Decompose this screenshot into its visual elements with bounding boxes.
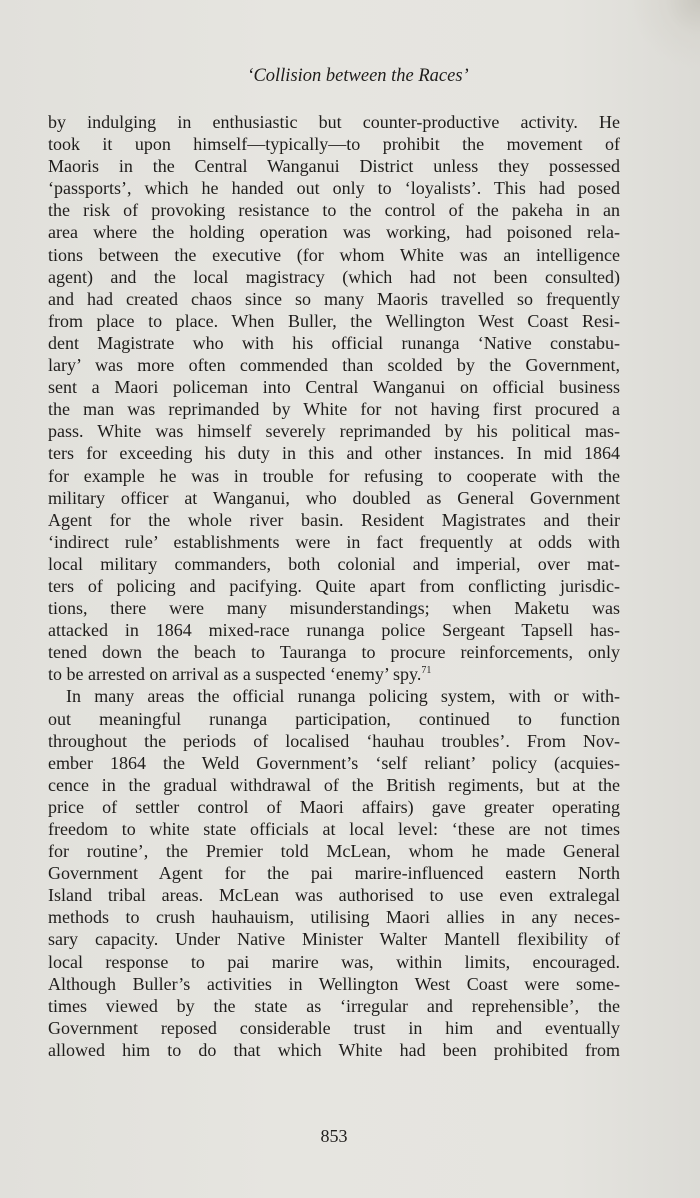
text-line: ‘indirect rule’ establishments were in fact frequently at odds with xyxy=(48,531,620,552)
text-line: from place to place. When Buller, the Wellington West Coast Resi- xyxy=(48,310,620,331)
footnote-reference[interactable]: 71 xyxy=(421,665,432,677)
text-line: tions between the executive (for whom White was an intelligence xyxy=(48,244,620,265)
text-line: attacked in 1864 mixed-race runanga police Sergeant Tapsell has- xyxy=(48,620,620,641)
text-line: Island tribal areas. McLean was authorised to use even extralegal xyxy=(48,885,620,906)
text-line: price of settler control of Maori affairs) gave greater operating xyxy=(48,796,620,817)
text-line: pass. White was himself severely reprimanded by his political mas- xyxy=(48,421,620,442)
text-line: lary’ was more often commended than scolded by the Government, xyxy=(48,355,620,376)
text-line: tions, there were many misunderstandings; when Maketu was xyxy=(48,598,620,619)
paragraph-1 xyxy=(48,111,620,685)
text-line: times viewed by the state as ‘irregular and reprehensible’, the xyxy=(48,995,620,1016)
text-line: local military commanders, both colonial and imperial, over mat- xyxy=(48,553,620,574)
text-line: methods to crush hauhauism, utilising Maori allies in any neces- xyxy=(48,907,620,928)
text-line: and had created chaos since so many Maoris travelled so frequently xyxy=(48,288,620,309)
text-line: sent a Maori policeman into Central Wanganui on official business xyxy=(48,377,620,398)
text-line: Agent for the whole river basin. Resident Magistrates and their xyxy=(48,509,620,530)
text-line: throughout the periods of localised ‘hauhau troubles’. From Nov- xyxy=(48,730,620,751)
text-line: Although Buller’s activities in Wellington West Coast were some- xyxy=(48,973,620,994)
text-line: Maoris in the Central Wanganui District unless they possessed xyxy=(48,156,620,177)
text-line-final xyxy=(48,663,620,685)
text-line: by indulging in enthusiastic but counter-productive activity. He xyxy=(48,112,620,132)
text-line: military officer at Wanganui, who doubled as General Government xyxy=(48,487,620,508)
text-line: out meaningful runanga participation, continued to function xyxy=(48,708,620,729)
text-line-content: to be arrested on arrival as a suspected ‘enemy’ spy. xyxy=(48,664,422,685)
text-line: took it upon himself—typically—to prohibit the movement of xyxy=(48,134,620,155)
text-line: area where the holding operation was working, had poisoned rela- xyxy=(48,222,620,243)
text-line: for example he was in trouble for refusing to cooperate with the xyxy=(48,465,620,486)
text-line: dent Magistrate who with his official runanga ‘Native constabu- xyxy=(48,332,620,353)
page-number: 853 xyxy=(320,1126,348,1146)
text-line: agent) and the local magistracy (which had not been consulted) xyxy=(48,266,620,287)
text-line: ember 1864 the Weld Government’s ‘self reliant’ policy (acquies- xyxy=(48,752,620,773)
text-line: ‘passports’, which he handed out only to ‘loyalists’. This had posed xyxy=(48,178,620,199)
text-line: sary capacity. Under Native Minister Walter Mantell flexibility of xyxy=(48,929,620,950)
text-line: the risk of provoking resistance to the control of the pakeha in an xyxy=(48,200,620,221)
text-line: ters for exceeding his duty in this and other instances. In mid 1864 xyxy=(48,443,620,464)
body-text xyxy=(48,111,620,1061)
running-head: ‘Collision between the Races’ xyxy=(247,66,469,86)
page-corner-shadow xyxy=(630,0,700,70)
text-line: cence in the gradual withdrawal of the British regiments, but at the xyxy=(48,774,620,795)
text-line: the man was reprimanded by White for not having first procured a xyxy=(48,399,620,420)
text-line: tened down the beach to Tauranga to procure reinforcements, only xyxy=(48,642,620,663)
text-line: In many areas the official runanga policing system, with or with- xyxy=(66,686,620,707)
text-line: allowed him to do that which White had been prohibited from xyxy=(48,1039,620,1060)
text-line: local response to pai marire was, within limits, encouraged. xyxy=(48,951,620,972)
paragraph-2 xyxy=(48,685,620,1061)
text-line: Government Agent for the pai marire-influenced eastern North xyxy=(48,863,620,884)
text-line: freedom to white state officials at local level: ‘these are not times xyxy=(48,819,620,839)
text-line: for routine’, the Premier told McLean, whom he made General xyxy=(48,841,620,862)
text-line: ters of policing and pacifying. Quite apart from conflicting jurisdic- xyxy=(48,575,620,596)
text-line: Government reposed considerable trust in him and eventually xyxy=(48,1017,620,1038)
